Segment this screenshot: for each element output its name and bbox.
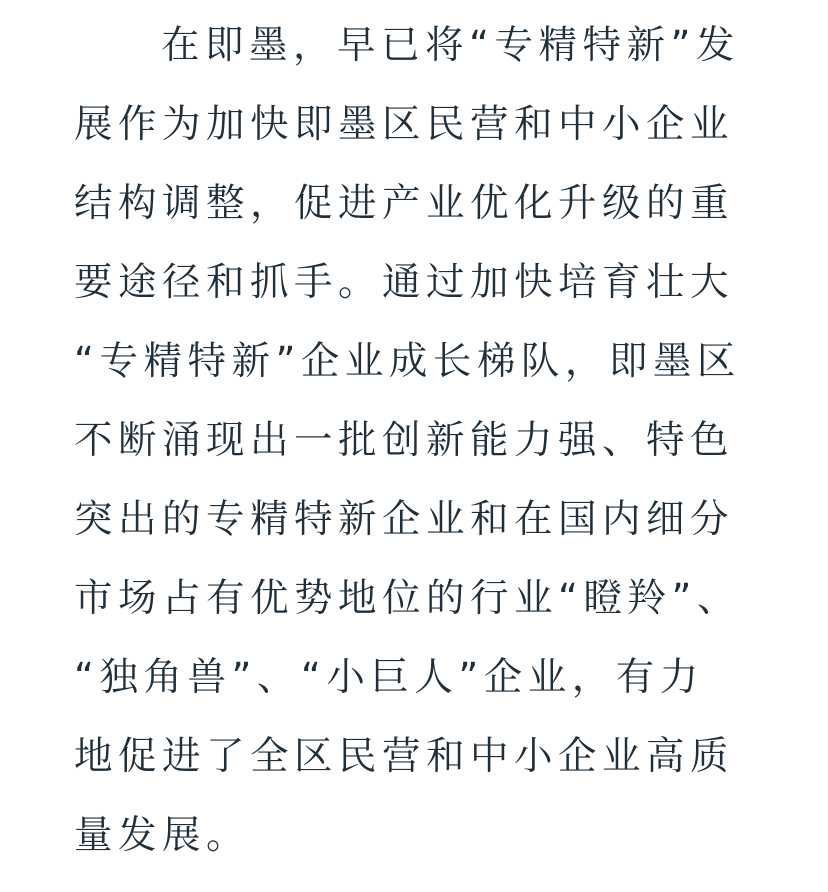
paragraph-line: “专精特新”企业成长梯队，即墨区: [74, 339, 741, 384]
article-paragraph: [74, 6, 754, 875]
paragraph-line: 在即墨，早已将“专精特新”发: [161, 23, 740, 68]
paragraph-line: 突出的专精特新企业和在国内细分: [74, 497, 735, 542]
paragraph-line: 要途径和抓手。通过加快培育壮大: [74, 260, 735, 305]
paragraph-line: “独角兽”、“小巨人”企业，有力: [74, 655, 704, 700]
paragraph-line: 市场占有优势地位的行业“瞪羚”、: [74, 576, 741, 621]
paragraph-line: 不断涌现出一批创新能力强、特色: [74, 418, 735, 463]
paragraph-line: 量发展。: [74, 813, 251, 858]
paragraph-line: 地促进了全区民营和中小企业高质: [74, 734, 735, 779]
paragraph-line: 展作为加快即墨区民营和中小企业: [74, 102, 735, 147]
paragraph-line: 结构调整，促进产业优化升级的重: [74, 181, 735, 226]
